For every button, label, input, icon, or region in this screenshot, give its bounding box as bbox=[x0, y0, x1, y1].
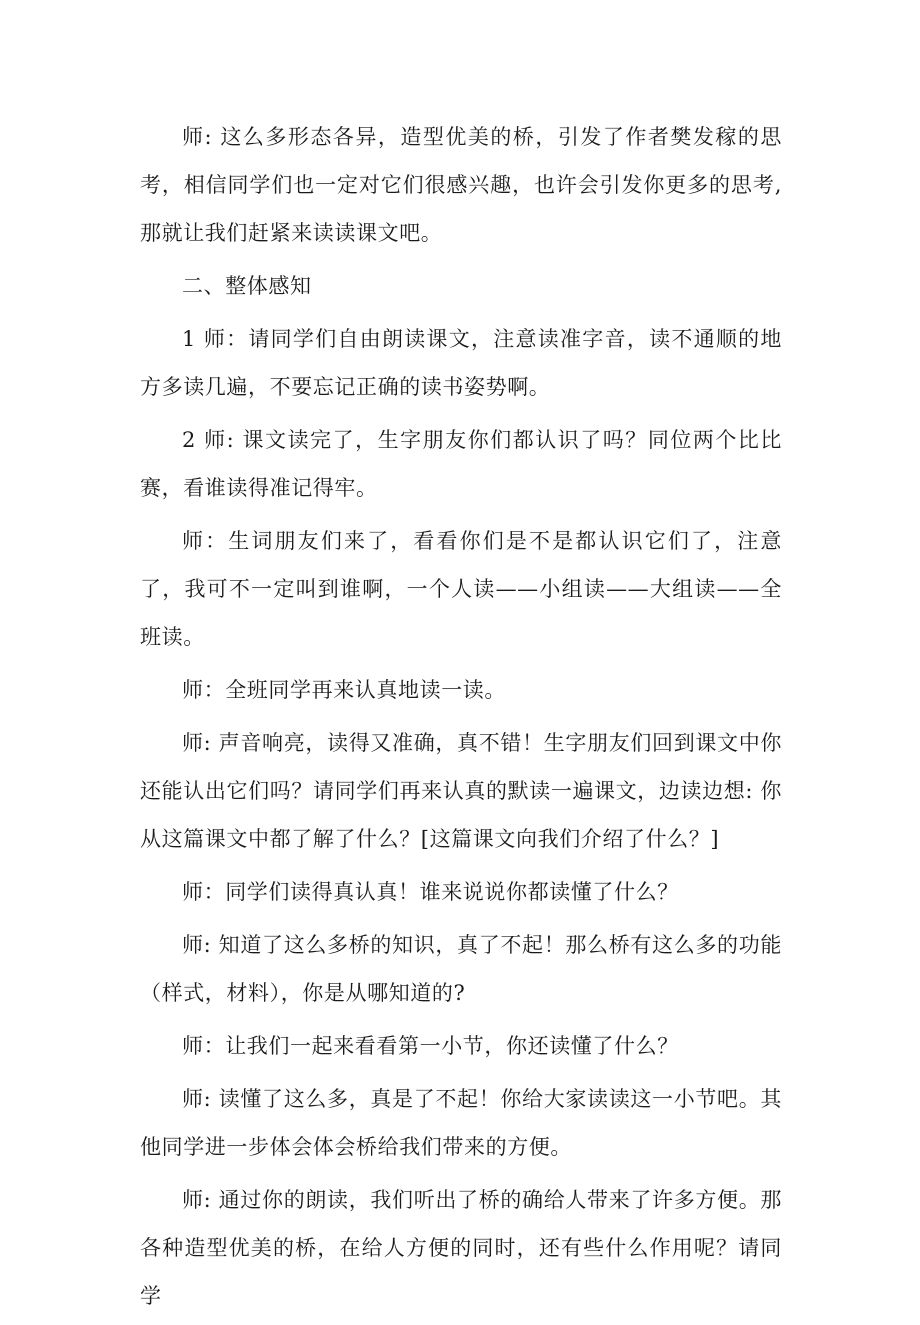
paragraph-3: 1 师：请同学们自由朗读课文，注意读准字音，读不通顺的地方多读几遍，不要忘记正确的读书姿势啊。 bbox=[140, 327, 782, 399]
document-body bbox=[140, 113, 782, 1325]
paragraph-9: 师: 知道了这么多桥的知识，真了不起！那么桥有这么多的功能（样式，材料），你是从哪知道的? bbox=[140, 933, 782, 1005]
paragraph-10: 师：让我们一起来看看第一小节，你还读懂了什么？ bbox=[182, 1034, 679, 1058]
paragraph-11: 师: 读懂了这么多，真是了不起！你给大家读读这一小节吧。其他同学进一步体会体会桥给我们带来的方便。 bbox=[140, 1087, 782, 1159]
paragraph-1: 师: 这么多形态各异，造型优美的桥，引发了作者樊发稼的思考，相信同学们也一定对它们很感兴趣，也许会引发你更多的思考,那就让我们赶紧来读读课文吧。 bbox=[140, 125, 782, 245]
paragraph-8: 师：同学们读得真认真！谁来说说你都读懂了什么？ bbox=[182, 880, 679, 904]
section-heading-overall-perception: 二、整体感知 bbox=[182, 274, 312, 298]
paragraph-12: 师: 通过你的朗读，我们听出了桥的确给人带来了许多方便。那各种造型优美的桥，在给人方便的同时，还有些什么作用呢？请同学 bbox=[140, 1188, 782, 1308]
paragraph-7: 师: 声音响亮，读得又准确，真不错！生字朋友们回到课文中你还能认出它们吗？请同学们再来认真的默读一遍课文，边读边想: 你从这篇课文中都了解了什么？[这篇课文向我们介绍了什么？] bbox=[140, 731, 782, 851]
paragraph-4: 2 师: 课文读完了，生字朋友你们都认识了吗？同位两个比比赛，看谁读得准记得牢。 bbox=[140, 428, 782, 500]
paragraph-6: 师：全班同学再来认真地读一读。 bbox=[182, 678, 506, 702]
paragraph-5: 师：生词朋友们来了，看看你们是不是都认识它们了，注意了，我可不一定叫到谁啊，一个人读——小组读——大组读——全班读。 bbox=[140, 529, 782, 649]
